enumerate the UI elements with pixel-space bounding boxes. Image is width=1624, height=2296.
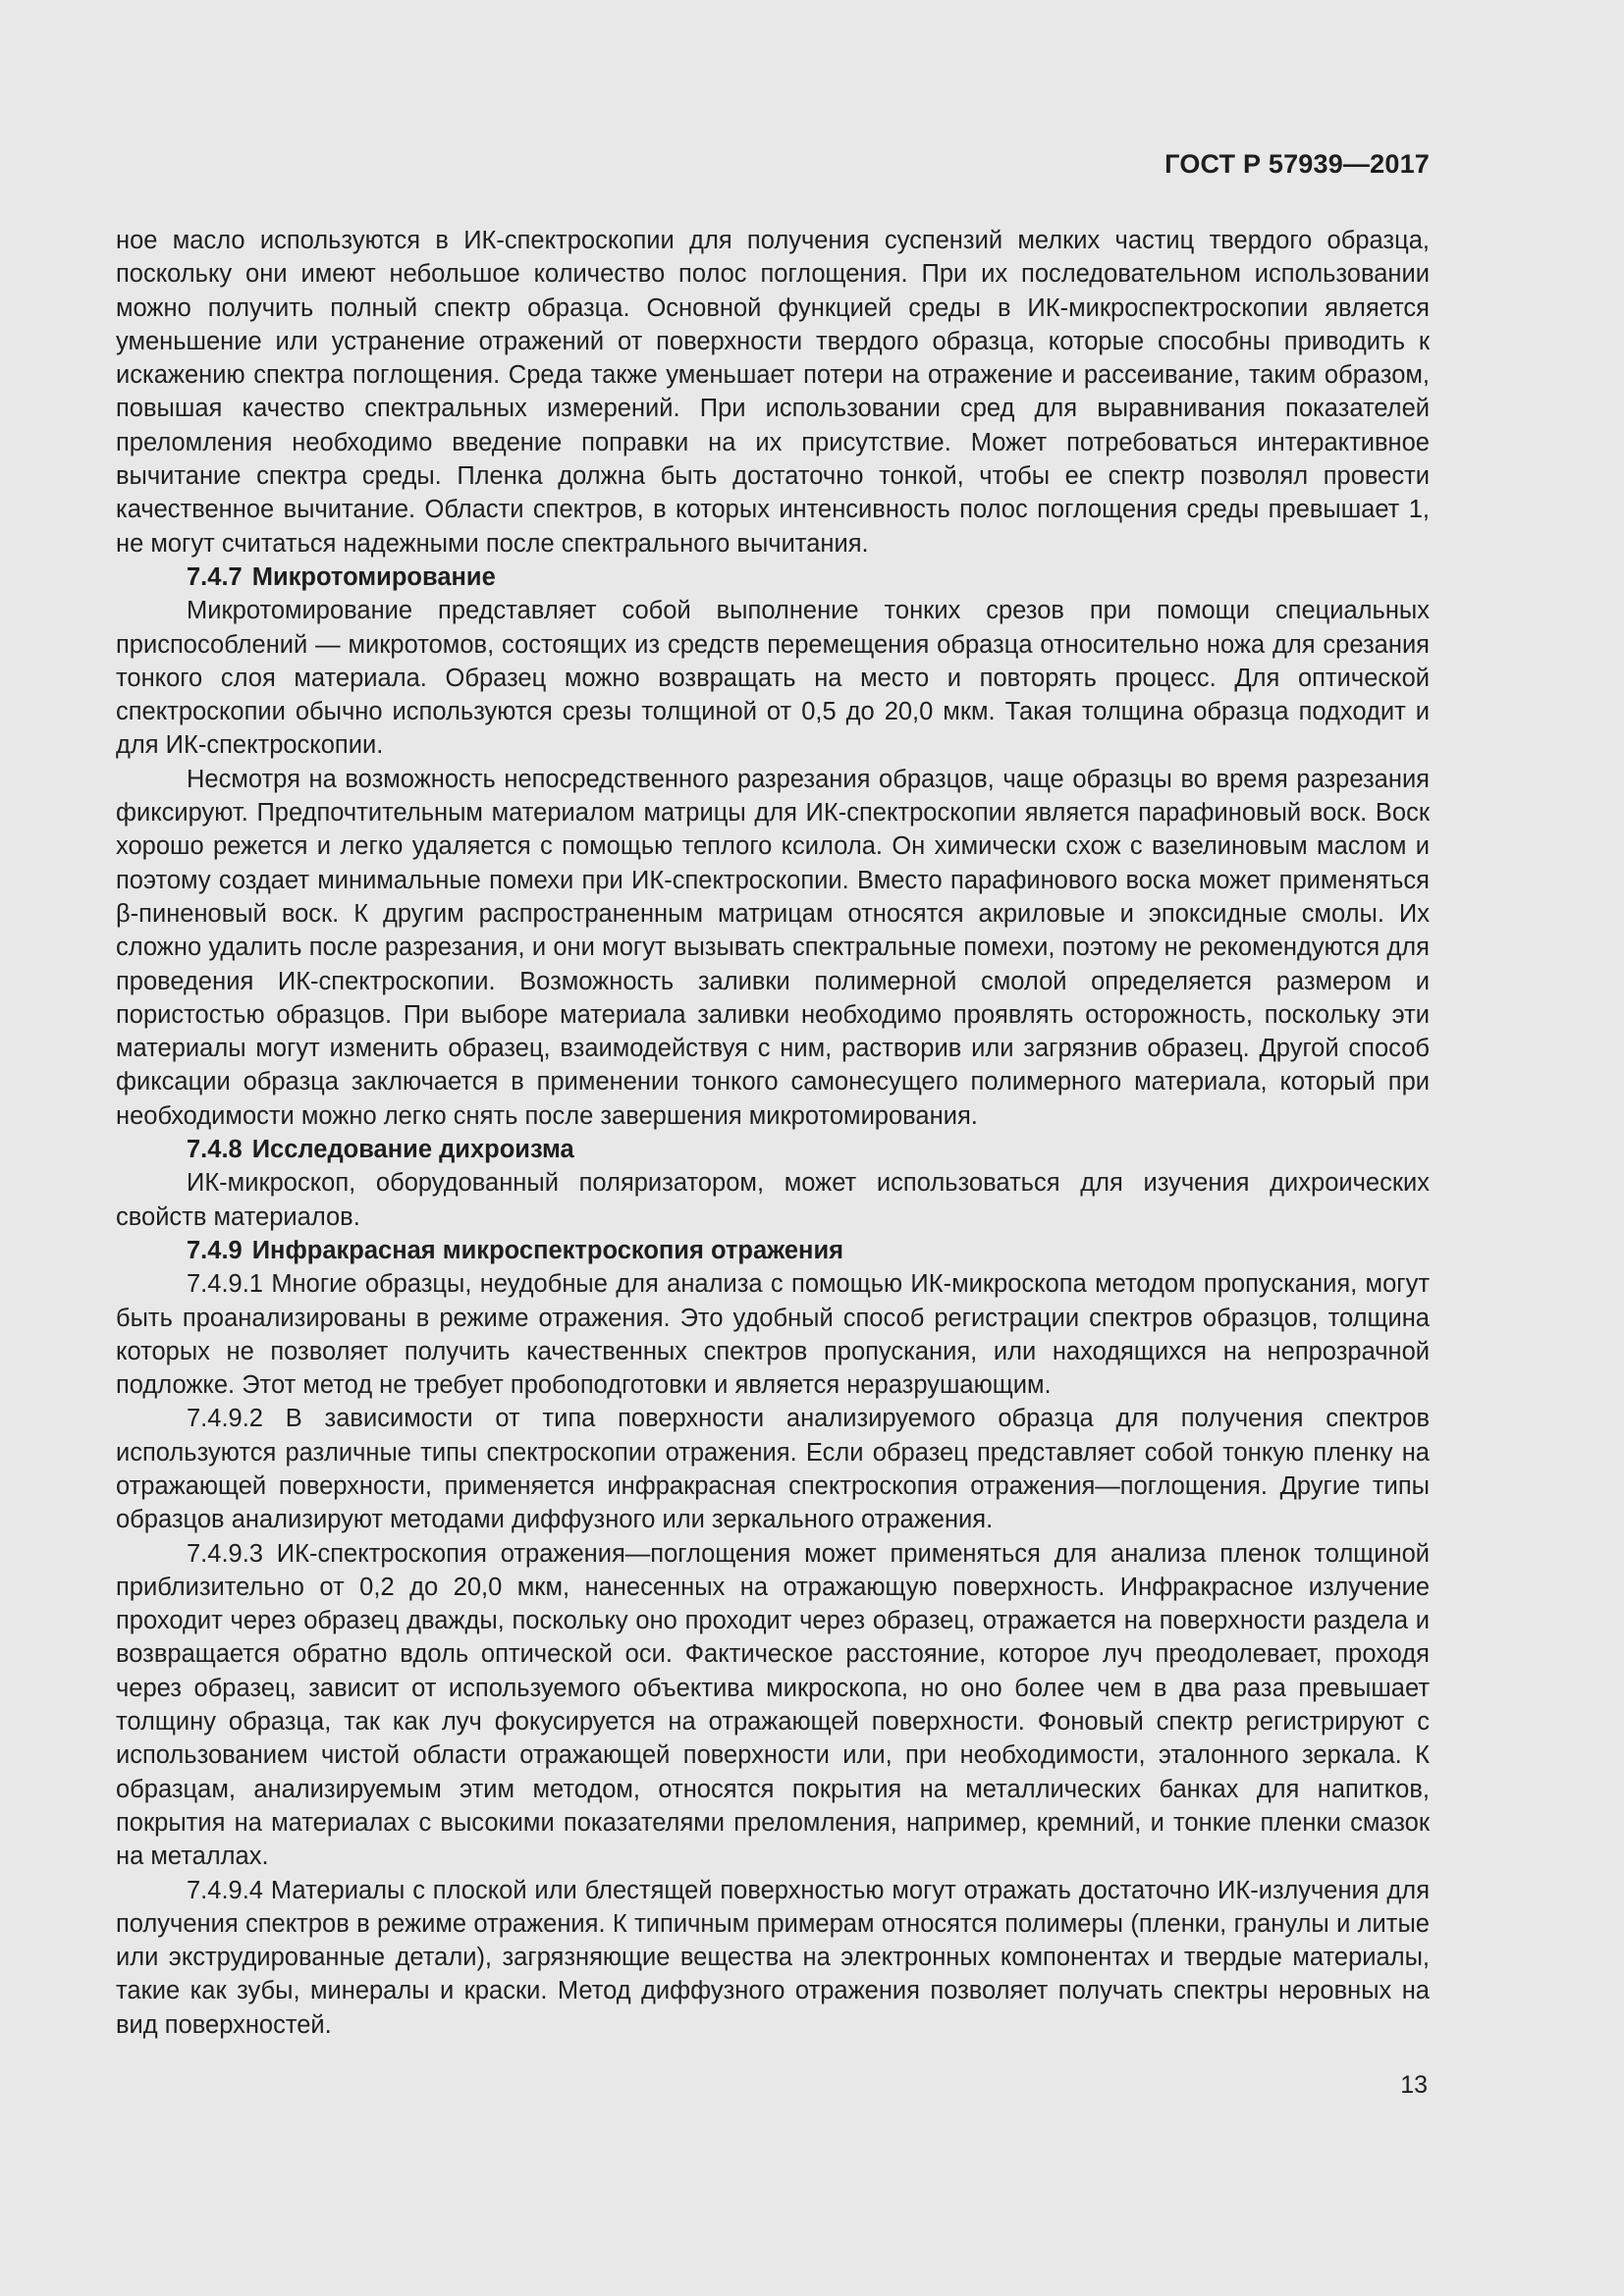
paragraph-7-4-9-1: 7.4.9.1 Многие образцы, неудобные для анализа с помощью ИК-микроскопа методом пропускания, могут быть проанализированы в режиме отражения. Это удобный способ регистрации спектров образцов, толщина которых не позволяет получить качественных спектров пропускания, или находящихся на непрозрачной подложке. Этот метод не требует пробоподготовки и является неразрушающим. [116, 1270, 1430, 1400]
section-title: Микротомирование [251, 562, 496, 591]
paragraph-7-4-9-3: 7.4.9.3 ИК-спектроскопия отражения—поглощения может применяться для анализа пленок толщиной приблизительно от 0,2 до 20,0 мкм, нанесенных на отражающую поверхность. Инфракрасное излучение проходит через образец дважды, поскольку оно проходит через образец, отражается на поверхности раздела и возвращается обратно вдоль оптической оси. Фактическое расстояние, которое луч преодолевает, проходя через образец, зависит от используемого объектива микроскопа, но оно более чем в два раза превышает толщину образца, так как луч фокусируется на отражающей поверхности. Фоновый спектр регистрируют с использованием чистой области отражающей поверхности или, при необходимости, эталонного зеркала. К образцам, анализируемым этим методом, относятся покрытия на металлических банках для напитков, покрытия на материалах с высокими показателями преломления, например, кремний, и тонкие пленки смазок на металлах. [116, 1539, 1430, 1871]
paragraph-7-4-9-4: 7.4.9.4 Материалы с плоской или блестящей поверхностью могут отражать достаточно ИК-излучения для получения спектров в режиме отражения. К типичным примерам относятся полимеры (пленки, гранулы и литые или экструдированные детали), загрязняющие вещества на электронных компонентах и твердые материалы, такие как зубы, минералы и краски. Метод диффузного отражения позволяет получать спектры неровных на вид поверхностей. [116, 1876, 1430, 2039]
paragraph-7-4-9-2: 7.4.9.2 В зависимости от типа поверхности анализируемого образца для получения спектров используются различные типы спектроскопии отражения. Если образец представляет собой тонкую пленку на отражающей поверхности, применяется инфракрасная спектроскопия отражения—поглощения. Другие типы образцов анализируют методами диффузного или зеркального отражения. [116, 1405, 1430, 1534]
paragraph-microtome-2: Несмотря на возможность непосредственного разрезания образцов, чаще образцы во время разрезания фиксируют. Предпочтительным материалом матрицы для ИК-спектроскопии является парафиновый воск. Воск хорошо режется и легко удаляется с помощью теплого ксилола. Он химически схож с вазелиновым маслом и поэтому создает минимальные помехи при ИК-спектроскопии. Вместо парафинового воска может применяться β-пиненовый воск. К другим распространенным матрицам относятся акриловые и эпоксидные смолы. Их сложно удалить после разрезания, и они могут вызывать спектральные помехи, поэтому не рекомендуются для проведения ИК-спектроскопии. Возможность заливки полимерной смолой определяется размером и пористостью образцов. При выборе материала заливки необходимо проявлять осторожность, поскольку эти материалы могут изменить образец, взаимодействуя с ним, растворив или загрязнив образец. Другой способ фиксации образца заключается в применении тонкого самонесущего полимерного материала, который при необходимости можно легко снять после завершения микротомирования. [116, 765, 1430, 1130]
section-number: 7.4.8 [187, 1136, 243, 1164]
paragraph-dichroism: ИК-микроскоп, оборудованный поляризатором, может использоваться для изучения дихроических свойств материалов. [116, 1169, 1430, 1231]
section-number: 7.4.9 [187, 1236, 243, 1264]
document-header-id: ГОСТ Р 57939—2017 [1164, 149, 1430, 179]
document-body [116, 224, 1430, 2042]
section-heading-7-4-8 [116, 1133, 1430, 1166]
page-number: 13 [1400, 2071, 1428, 2099]
paragraph-continuation: ное масло используются в ИК-спектроскопии для получения суспензий мелких частиц твердого образца, поскольку они имеют небольшое количество полос поглощения. При их последовательном использовании можно получить полный спектр образца. Основной функцией среды в ИК-микроспектроскопии является уменьшение или устранение отражений от поверхности твердого образца, которые способны приводить к искажению спектра поглощения. Среда также уменьшает потери на отражение и рассеивание, таким образом, повышая качество спектральных измерений. При использовании сред для выравнивания показателей преломления необходимо введение поправки на их присутствие. Может потребоваться интерактивное вычитание спектра среды. Пленка должна быть достаточно тонкой, чтобы ее спектр позволял провести качественное вычитание. Области спектров, в которых интенсивность полос поглощения среды превышает 1, не могут считаться надежными после спектрального вычитания. [116, 227, 1430, 558]
section-number: 7.4.7 [187, 562, 243, 591]
section-title: Исследование дихроизма [251, 1136, 574, 1164]
section-heading-7-4-7 [116, 561, 1430, 594]
paragraph-microtome-1: Микротомирование представляет собой выполнение тонких срезов при помощи специальных приспособлений — микротомов, состоящих из средств перемещения образца относительно ножа для срезания тонкого слоя материала. Образец можно возвращать на место и повторять процесс. Для оптической спектроскопии обычно используются срезы толщиной от 0,5 до 20,0 мкм. Такая толщина образца подходит и для ИК-спектроскопии. [116, 597, 1430, 760]
section-title: Инфракрасная микроспектроскопия отражения [251, 1236, 844, 1264]
section-heading-7-4-9 [116, 1234, 1430, 1267]
